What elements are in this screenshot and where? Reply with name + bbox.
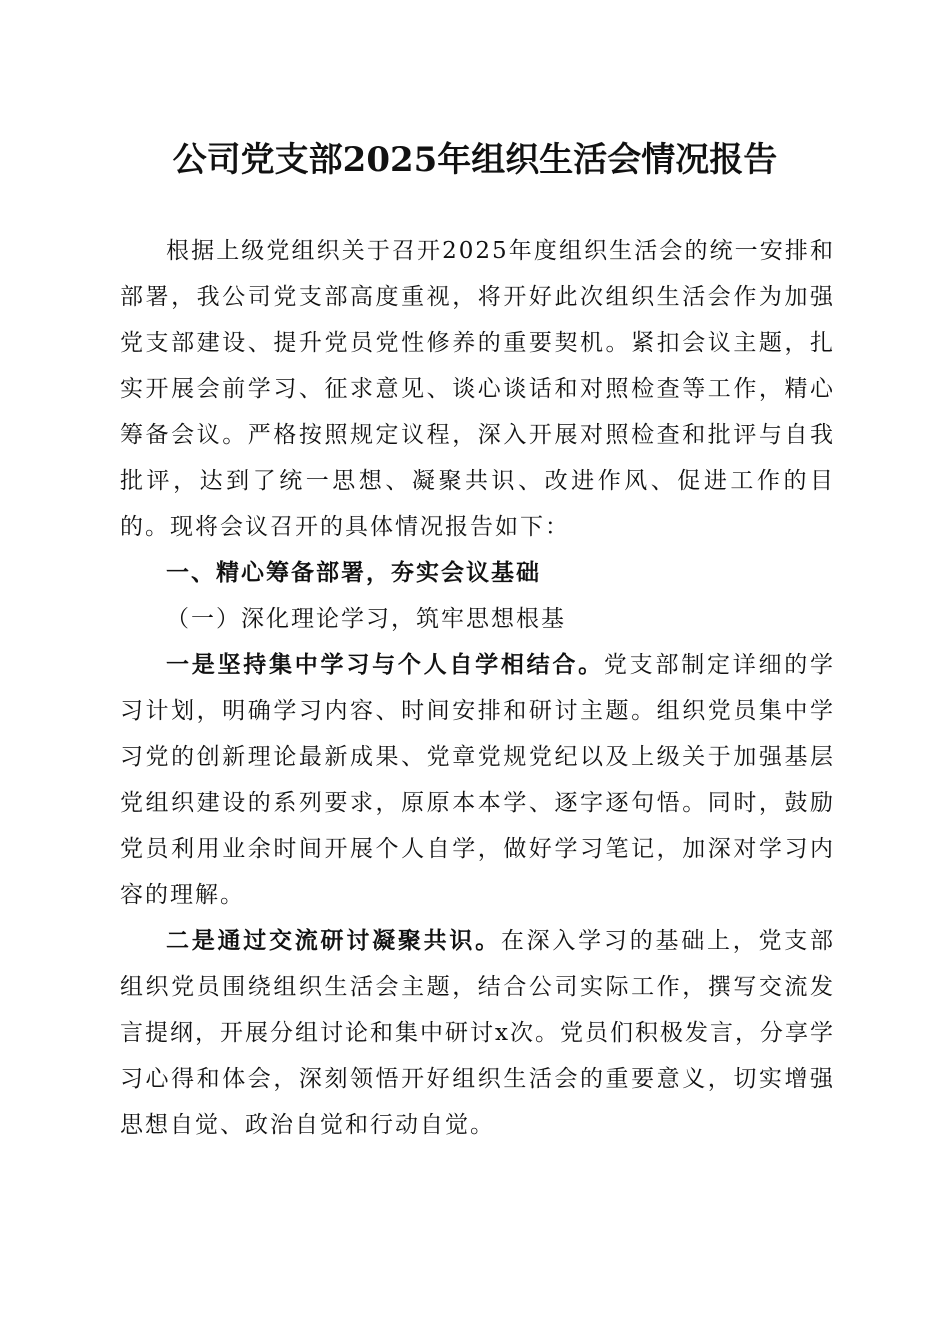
paragraph-2-lead: 二是通过交流研讨凝聚共识。 bbox=[166, 927, 501, 954]
paragraph-1 bbox=[120, 642, 835, 918]
paragraph-1-lead: 一是坚持集中学习与个人自学相结合。 bbox=[166, 651, 604, 678]
intro-paragraph: 根据上级党组织关于召开2025年度组织生活会的统一安排和部署，我公司党支部高度重视，将开好此次组织生活会作为加强党支部建设、提升党员党性修养的重要契机。紧扣会议主题，扎实开展会前学习、征求意见、谈心谈话和对照检查等工作，精心筹备会议。严格按照规定议程，深入开展对照检查和批评与自我批评，达到了统一思想、凝聚共识、改进作风、促进工作的目的。现将会议召开的具体情况报告如下： bbox=[120, 238, 835, 540]
subsection-heading: （一）深化理论学习，筑牢思想根基 bbox=[166, 606, 566, 632]
paragraph-2 bbox=[120, 918, 835, 1148]
paragraph-2-body: 在深入学习的基础上，党支部组织党员围绕组织生活会主题，结合公司实际工作，撰写交流发言提纲，开展分组讨论和集中研讨x次。党员们积极发言，分享学习心得和体会，深刻领悟开好组织生活会的重要意义，切实增强思想自觉、政治自觉和行动自觉。 bbox=[120, 928, 836, 1138]
section-heading: 一、精心筹备部署，夯实会议基础 bbox=[166, 560, 541, 586]
paragraph-1-body: 党支部制定详细的学习计划，明确学习内容、时间安排和研讨主题。组织党员集中学习党的创新理论最新成果、党章党规党纪以及上级关于加强基层党组织建设的系列要求，原原本本学、逐字逐句悟。同时，鼓励党员利用业余时间开展个人自学，做好学习笔记，加深对学习内容的理解。 bbox=[120, 652, 836, 908]
document-body bbox=[120, 228, 835, 1148]
document-title: 公司党支部2025年组织生活会情况报告 bbox=[172, 140, 778, 180]
